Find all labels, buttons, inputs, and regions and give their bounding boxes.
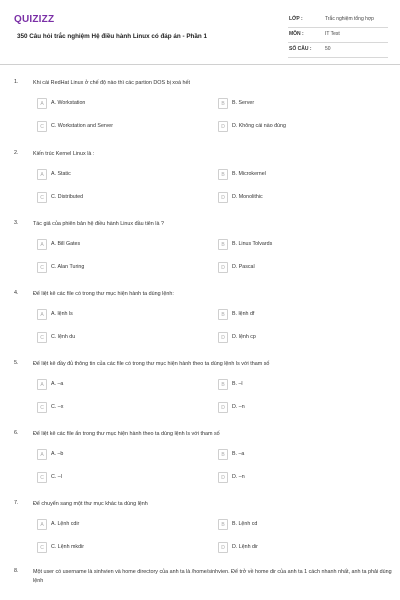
option-letter-box: B (218, 98, 228, 109)
question-number: 8. (14, 568, 19, 574)
page-title: 350 Câu hỏi trắc nghiệm Hệ điều hành Linux có đáp án - Phần 1 (17, 33, 207, 40)
meta-value: IT Test (325, 31, 340, 37)
option-letter-box: C (37, 262, 47, 273)
option-letter-box: B (218, 379, 228, 390)
option-text: D. –n (232, 474, 245, 480)
answer-option[interactable] (218, 542, 388, 554)
option-letter-box: C (37, 542, 47, 553)
option-text: C. Alan Turing (51, 264, 85, 270)
option-text: D. Lệnh dir (232, 544, 258, 550)
question-text: Tác giả của phiên bản hệ điều hành Linux đầu tiên là ? (33, 221, 164, 227)
option-text: B. Lệnh cd (232, 521, 258, 527)
answer-option[interactable] (218, 332, 388, 344)
answer-option[interactable] (218, 379, 388, 391)
option-letter-box: B (218, 169, 228, 180)
answer-option[interactable] (37, 121, 207, 133)
answer-option[interactable] (218, 402, 388, 414)
meta-value: Trắc nghiệm tổng hợp (325, 16, 374, 22)
question-text: Để liệt kê các file có trong thư mục hiện hành ta dùng lệnh: (33, 291, 174, 297)
answer-option[interactable] (37, 402, 207, 414)
option-text: C. –x (51, 404, 64, 410)
option-text: B. Server (232, 100, 255, 106)
option-text: C. Distributed (51, 194, 84, 200)
option-text: D. Monolithic (232, 194, 263, 200)
question-text: Khi cài RedHat Linux ở chế độ nào thì các partion DOS bị xoá hết (33, 80, 190, 86)
question-number: 5. (14, 360, 19, 366)
answer-option[interactable] (37, 309, 207, 321)
question-text: Để chuyển sang một thư mục khác ta dùng lệnh (33, 501, 148, 507)
answer-option[interactable] (37, 519, 207, 531)
option-letter-box: C (37, 121, 47, 132)
answer-option[interactable] (218, 169, 388, 181)
option-letter-box: C (37, 402, 47, 413)
answer-option[interactable] (37, 332, 207, 344)
meta-label: MÔN : (289, 31, 304, 37)
option-letter-box: B (218, 449, 228, 460)
option-letter-box: D (218, 262, 228, 273)
option-letter-box: A (37, 309, 47, 320)
option-letter-box: B (218, 239, 228, 250)
answer-option[interactable] (37, 192, 207, 204)
option-text: C. lệnh du (51, 334, 76, 340)
option-letter-box: A (37, 98, 47, 109)
option-text: B. Linus Tolvards (232, 241, 273, 247)
option-text: C. Workstation and Server (51, 123, 114, 129)
option-text: A. lệnh ls (51, 311, 73, 317)
answer-option[interactable] (37, 239, 207, 251)
answer-option[interactable] (37, 98, 207, 110)
answer-option[interactable] (218, 121, 388, 133)
option-letter-box: C (37, 192, 47, 203)
option-text: B. Microkernel (232, 171, 266, 177)
answer-option[interactable] (37, 379, 207, 391)
quizizz-logo: QUIZIZZ (14, 14, 55, 25)
option-letter-box: C (37, 332, 47, 343)
option-letter-box: D (218, 402, 228, 413)
answer-option[interactable] (218, 449, 388, 461)
answer-option[interactable] (218, 309, 388, 321)
option-letter-box: D (218, 332, 228, 343)
meta-label: SỐ CÂU : (289, 46, 312, 52)
option-letter-box: D (218, 121, 228, 132)
option-letter-box: A (37, 449, 47, 460)
question-text: Để liệt kê đầy đủ thông tin của các file có trong thư mục hiện hành theo ta dùng lệnh ls với tham số (33, 361, 270, 367)
question-number: 1. (14, 79, 19, 85)
option-text: A. Bill Gates (51, 241, 81, 247)
option-text: A. Lệnh cdir (51, 521, 80, 527)
option-letter-box: A (37, 169, 47, 180)
meta-label: LỚP : (289, 16, 303, 22)
answer-option[interactable] (37, 449, 207, 461)
option-text: D. lệnh cp (232, 334, 256, 340)
answer-option[interactable] (218, 98, 388, 110)
option-letter-box: C (37, 472, 47, 483)
question-number: 4. (14, 290, 19, 296)
question-text: Để liệt kê các file ẩn trong thư mục hiện hành theo ta dùng lệnh ls với tham số (33, 431, 220, 437)
option-letter-box: D (218, 192, 228, 203)
answer-option[interactable] (37, 169, 207, 181)
answer-option[interactable] (37, 262, 207, 274)
option-text: A. Workstation (51, 100, 86, 106)
question-number: 3. (14, 220, 19, 226)
option-letter-box: B (218, 309, 228, 320)
answer-option[interactable] (218, 192, 388, 204)
option-text: D. Không cái nào đúng (232, 123, 286, 129)
option-text: B. –l (232, 381, 243, 387)
answer-option[interactable] (37, 472, 207, 484)
option-text: B. –a (232, 451, 245, 457)
option-letter-box: A (37, 379, 47, 390)
question-number: 2. (14, 150, 19, 156)
option-text: D. Pascal (232, 264, 255, 270)
option-letter-box: B (218, 519, 228, 530)
answer-option[interactable] (218, 239, 388, 251)
option-text: A. –b (51, 451, 64, 457)
answer-option[interactable] (37, 542, 207, 554)
question-number: 7. (14, 500, 19, 506)
option-text: C. –l (51, 474, 62, 480)
option-letter-box: A (37, 519, 47, 530)
answer-option[interactable] (218, 262, 388, 274)
question-number: 6. (14, 430, 19, 436)
option-text: D. –n (232, 404, 245, 410)
option-text: A. Static (51, 171, 71, 177)
option-letter-box: D (218, 542, 228, 553)
option-text: B. lệnh df (232, 311, 255, 317)
question-text: Một user có username là sinhvien và home directory của anh ta là /home/sinhvien. Để trở về home dir của anh ta 1 cách nhanh nhất, anh ta phải dùng lệnh (33, 569, 392, 584)
question-text: Kiến trúc Kernel Linux là : (33, 151, 95, 157)
meta-value: 50 (325, 46, 331, 52)
option-text: C. Lệnh mkdir (51, 544, 84, 550)
option-letter-box: A (37, 239, 47, 250)
option-text: A. –a (51, 381, 64, 387)
answer-option[interactable] (218, 519, 388, 531)
answer-option[interactable] (218, 472, 388, 484)
option-letter-box: D (218, 472, 228, 483)
